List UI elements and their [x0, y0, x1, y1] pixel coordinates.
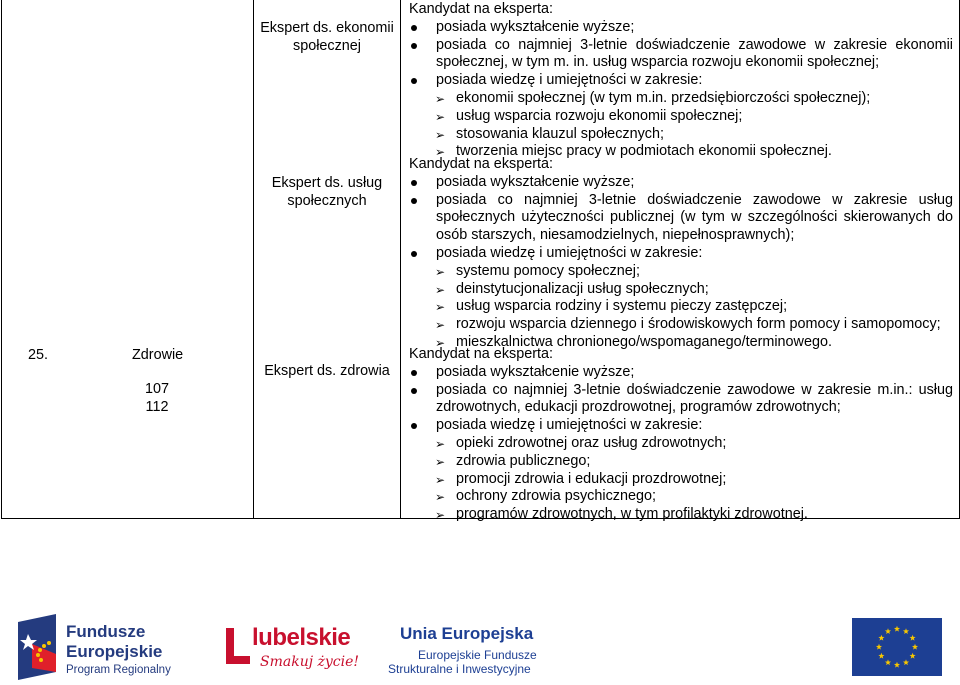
eu-star [910, 635, 916, 641]
list-item: posiada wykształcenie wyższe; [409, 174, 953, 192]
list-item: ➢ systemu pomocy społecznej; [409, 263, 953, 281]
list-item: ➢ opieki zdrowotnej oraz usług zdrowotnych; [409, 435, 953, 453]
list-item: ➢ ekonomii społecznej (w tym m.in. przedsiębiorczości społecznej); [409, 90, 953, 108]
lubelskie-l-icon [222, 626, 252, 666]
requirements-column [401, 0, 959, 523]
expert-column [254, 0, 401, 518]
area-name: Zdrowie [132, 347, 184, 363]
eu-star [878, 653, 884, 659]
requirements-social-services [409, 156, 953, 352]
eu-star [878, 635, 884, 641]
list-item: ➢ programów zdrowotnych, w tym profilaktyki zdrowotnej. [409, 506, 953, 524]
candidate-heading: Kandydat na eksperta: [409, 156, 554, 172]
fundusze-europejskie-logo [18, 614, 198, 680]
list-item: ➢ tworzenia miejsc pracy w podmiotach ekonomii społecznej. [409, 143, 953, 161]
unia-europejska-logo [388, 624, 640, 680]
eu-star [885, 659, 891, 665]
list-item: posiada wiedzę i umiejętności w zakresie: [409, 245, 953, 263]
area-column [2, 0, 254, 518]
eu-stars-icon [852, 618, 942, 676]
eu-star [894, 626, 900, 632]
eu-star [903, 659, 909, 665]
eu-star [903, 628, 909, 634]
list-item: ➢ zdrowia publicznego; [409, 453, 953, 471]
eu-star [910, 653, 916, 659]
row-number: 25. [28, 347, 49, 363]
list-item: ➢ stosowania klauzul społecznych; [409, 126, 953, 144]
list-item: posiada wykształcenie wyższe; [409, 364, 953, 382]
list-item: ➢ deinstytucjonalizacji usług społecznych; [409, 281, 953, 299]
list-item: ➢ mieszkalnictwa chronionego/wspomaganego/terminowego. [409, 334, 953, 352]
list-item: posiada co najmniej 3-letnie doświadczenie zawodowe w zakresie usług społecznych użyteczności publicznej (w tym w szczególności skierowanych do osób starszych, niesamodzielnych, niepełnosprawnych); [409, 192, 953, 245]
list-item: ➢ usług wsparcia rozwoju ekonomii społecznej; [409, 108, 953, 126]
eu-star [876, 644, 882, 650]
list-item: posiada wiedzę i umiejętności w zakresie: [409, 417, 953, 435]
requirements-health [409, 346, 953, 524]
eu-line3: Strukturalne i Inwestycyjne [388, 662, 531, 676]
eu-line1: Unia Europejska [400, 624, 534, 643]
requirements-economy [409, 1, 953, 161]
list-item: posiada co najmniej 3-letnie doświadczenie zawodowe w zakresie ekonomii społecznej, w tym m. in. usług wsparcia rozwoju ekonomii społecznej; [409, 37, 953, 73]
eu-star [912, 644, 918, 650]
list-item: ➢ usług wsparcia rodziny i systemu pieczy zastępczej; [409, 298, 953, 316]
fe-flag-icon [18, 614, 60, 680]
candidate-heading: Kandydat na eksperta: [409, 1, 554, 17]
fe-line3: Program Regionalny [66, 664, 171, 676]
list-item: posiada co najmniej 3-letnie doświadczenie zawodowe w zakresie m.in.: usług zdrowotnych, edukacji prozdrowotnej, programów zdrowotnych; [409, 382, 953, 418]
fe-line2: Europejskie [66, 642, 163, 661]
expert-name: Ekspert ds. ekonomii społecznej [260, 20, 394, 54]
expert-name: Ekspert ds. usług społecznych [271, 175, 383, 209]
area-code: 112 [145, 399, 169, 415]
list-item: posiada wiedzę i umiejętności w zakresie: [409, 72, 953, 90]
candidate-heading: Kandydat na eksperta: [409, 346, 554, 362]
lubelskie-tagline: Smakuj życie! [260, 654, 360, 670]
expert-name: Ekspert ds. zdrowia [264, 363, 390, 379]
area-code: 107 [144, 381, 169, 397]
lubelskie-wordmark: lubelskie [252, 624, 351, 651]
eu-line2: Europejskie Fundusze [418, 648, 537, 662]
footer-logos [0, 600, 960, 685]
eu-star [894, 662, 900, 668]
list-item: ➢ ochrony zdrowia psychicznego; [409, 488, 953, 506]
lubelskie-logo [222, 622, 360, 678]
list-item: ➢ rozwoju wsparcia dziennego i środowiskowych form pomocy i samopomocy; [409, 316, 953, 334]
fe-line1: Fundusze [66, 622, 146, 641]
requirements-table [1, 0, 960, 523]
eu-star [885, 628, 891, 634]
eu-flag [852, 618, 942, 676]
list-item: ➢ promocji zdrowia i edukacji prozdrowotnej; [409, 471, 953, 489]
list-item: posiada wykształcenie wyższe; [409, 19, 953, 37]
